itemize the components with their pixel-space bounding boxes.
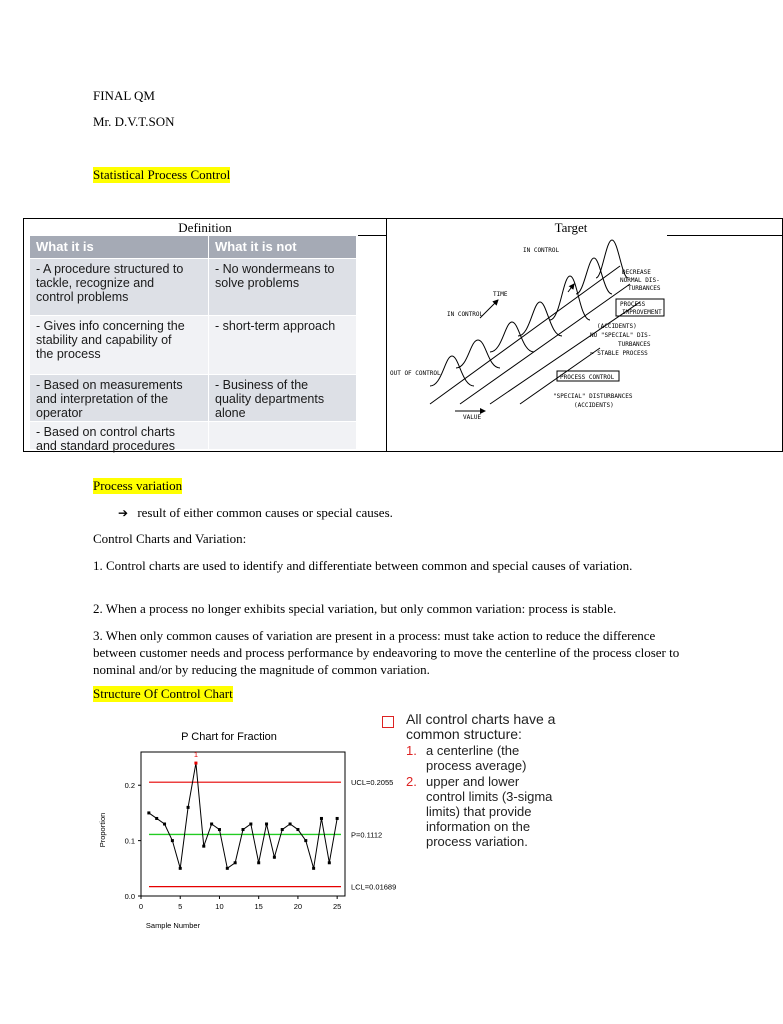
data-point [202,845,205,848]
label-process-control: PROCESS CONTROL [560,374,615,381]
callout-item-1: a centerline (the process average) [426,743,527,773]
data-point [171,839,174,842]
data-point [249,823,252,826]
data-point [163,823,166,826]
data-point [296,828,299,831]
data-point [210,823,213,826]
paragraph-2: 2. When a process no longer exhibits special variation, but only common variation: process is stable. [93,601,617,616]
paragraph-1: 1. Control charts are used to identify and differentiate between common and special causes of variation. [93,558,633,573]
data-point [147,811,150,814]
data-point [218,828,221,831]
section-spc: Statistical Process Control [93,167,231,182]
section-process-variation: Process variation [93,478,183,493]
data-point [289,823,292,826]
item-2-number: 2. [406,774,417,789]
doc-title: FINAL QM [93,88,155,103]
ucl-label: UCL=0.2055 [351,778,394,788]
data-point [328,861,331,864]
label-process-improvement-2: IMPROVEMENT [622,309,662,316]
data-point [226,867,229,870]
what-it-is-table [30,236,356,453]
table-cell: - Based on control charts and standard procedures [30,422,208,449]
table-cell: - Gives info concerning the stability and capability of the process [30,316,208,374]
definition-header: Definition [178,220,232,235]
data-point [242,828,245,831]
target-diagram [390,236,668,426]
cc-heading: Control Charts and Variation: [93,531,247,546]
x-axis-label: Sample Number [145,921,201,930]
label-in-control-top: IN CONTROL [523,247,560,254]
label-accidents: (ACCIDENTS) [597,323,637,330]
table-cell: - short-term approach [209,316,356,374]
arrow-text: result of either common causes or special causes. [137,505,393,520]
label-accidents-4: = STABLE PROCESS [590,350,648,357]
x-tick-label: 15 [254,902,263,911]
x-tick-label: 0 [138,902,144,911]
out-of-control-flag: 1 [193,750,199,760]
data-point [194,762,197,765]
item-1-number: 1. [406,743,417,758]
section-structure: Structure Of Control Chart [93,686,233,701]
y-tick-label: 0.1 [124,836,135,846]
x-tick-label: 10 [215,902,224,911]
label-accidents-3: TURBANCES [618,341,651,348]
label-decrease-3: TURBANCES [628,285,661,292]
y-tick-label: 0.2 [124,781,135,791]
data-point [273,856,276,859]
data-point [281,828,284,831]
data-point [187,806,190,809]
square-bullet-icon [382,716,394,728]
data-point [265,823,268,826]
label-value: VALUE [463,414,482,421]
lcl-label: LCL=0.01689 [351,882,397,892]
data-point [304,839,307,842]
what-it-is-not-header: What it is not [209,236,356,258]
table-cell: - No wondermeans to solve problems [209,259,356,315]
label-accidents-2: NO "SPECIAL" DIS- [590,332,652,339]
p-chart [93,712,397,934]
data-point [336,817,339,820]
label-decrease: DECREASE [622,269,651,276]
chart-title: P Chart for Fraction [181,731,277,743]
label-decrease-2: NORMAL DIS- [620,277,660,284]
x-tick-label: 25 [332,902,342,911]
plot-frame [141,752,345,896]
label-in-control-mid: IN CONTROL [447,311,484,318]
label-special-2: (ACCIDENTS) [574,402,614,409]
table-cell: - Business of the quality departments alone [209,375,356,421]
callout-intro: All control charts have a common structure: [406,711,556,742]
paragraph-3: 3. When only common causes of variation are present in a process: must take action to reduce the difference between customer needs and process performance by endeavoring to move the centerline of the process closer to nominal and/or by reducing the magnitude of common variation. [93,628,680,677]
x-tick-label: 5 [178,902,183,911]
data-point [155,817,158,820]
callout [380,712,560,849]
data-point [179,867,182,870]
y-axis-label: Proportion [98,812,107,848]
label-time: TIME [493,291,508,298]
x-tick-label: 20 [293,902,303,911]
target-header: Target [554,220,588,235]
label-process-improvement: PROCESS [620,301,646,308]
label-out-of-control: OUT OF CONTROL [390,370,441,377]
y-tick-label: 0.0 [124,892,135,901]
center-label: P=0.1112 [351,830,383,840]
table-cell: - A procedure structured to tackle, recognize and control problems [30,259,208,315]
arrow-right-icon: ➔ [118,506,129,520]
callout-item-2: upper and lower control limits (3-sigma limits) that provide information on the process variation. [426,774,553,849]
label-special: "SPECIAL" DISTURBANCES [553,393,633,400]
data-point [320,817,323,820]
table-cell [209,422,356,449]
what-it-is-header: What it is [30,236,208,258]
doc-author: Mr. D.V.T.SON [93,114,175,129]
arrow-line [118,505,393,521]
data-point [234,861,237,864]
data-point [312,867,315,870]
data-point [257,861,260,864]
series-line [149,763,337,868]
table-cell: - Based on measurements and interpretation of the operator [30,375,208,421]
